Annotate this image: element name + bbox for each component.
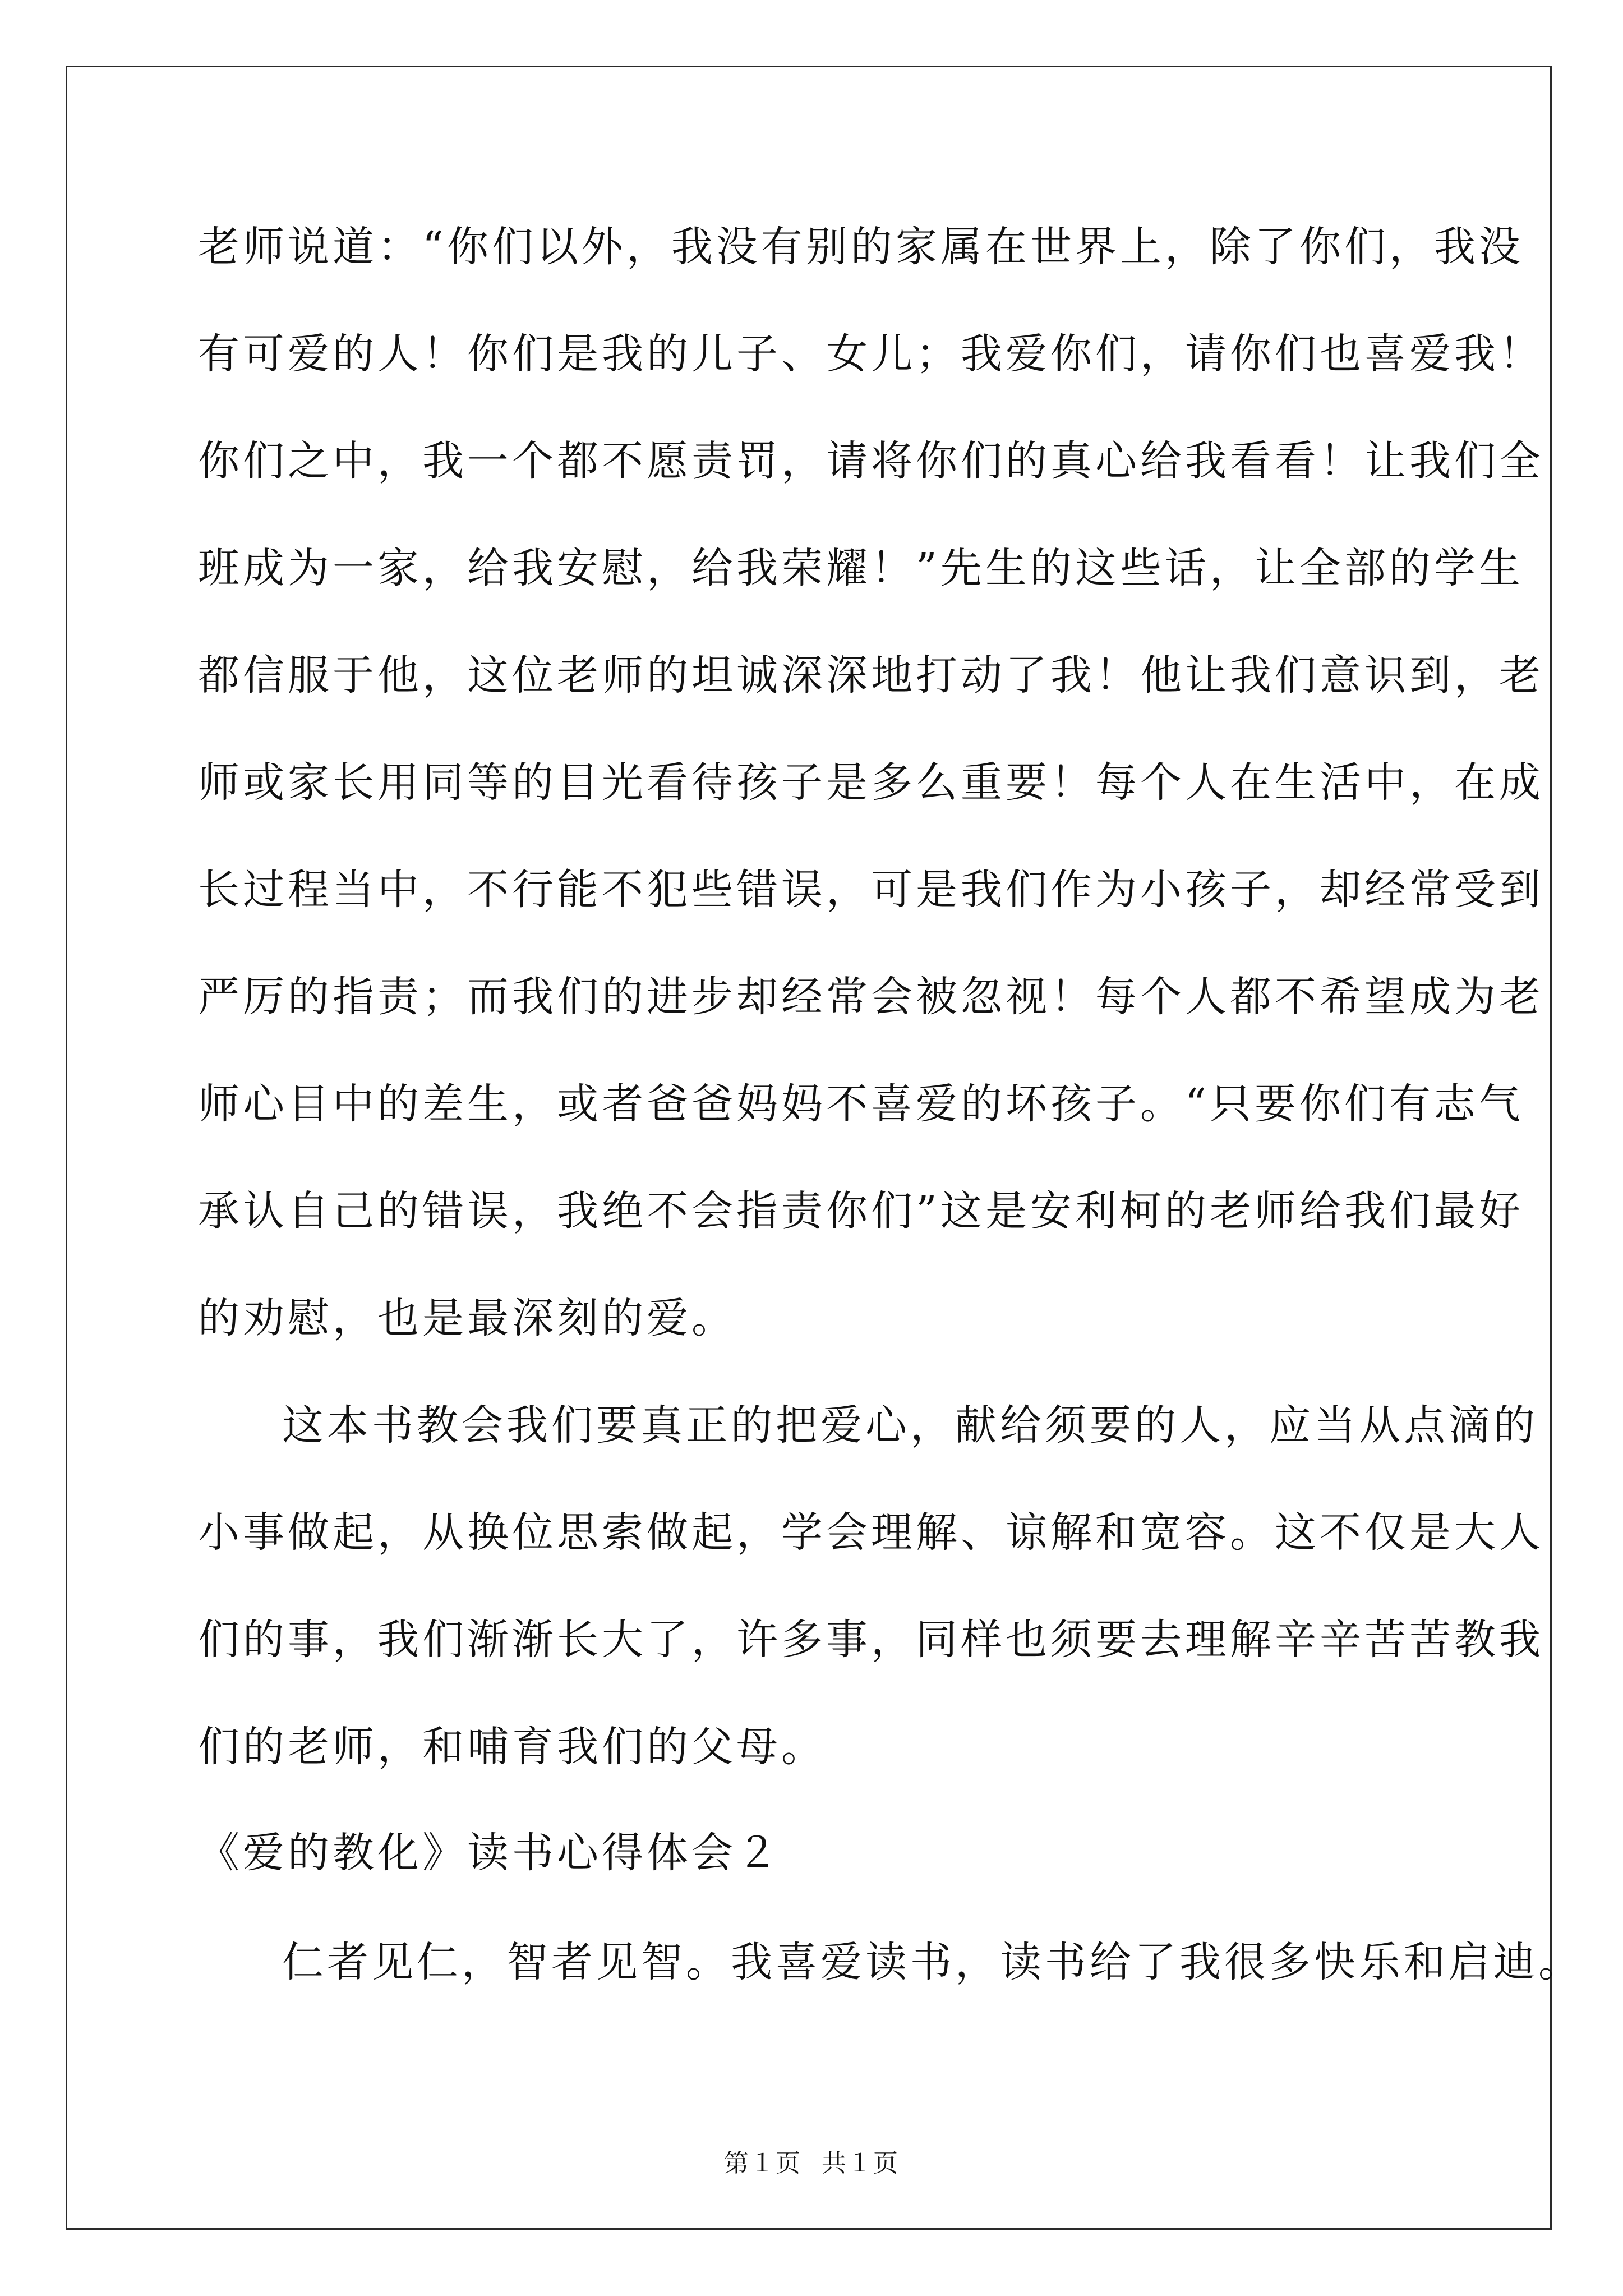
page-border (66, 66, 1552, 2230)
text-line: 们的事，我们渐渐长大了，许多事，同样也须要去理解辛辛苦苦教我 (198, 1616, 1544, 1664)
text-line: 们的老师，和哺育我们的父母。 (198, 1723, 826, 1771)
text-line: 承认自己的错误，我绝不会指责你们”这是安利柯的老师给我们最好 (198, 1187, 1524, 1235)
text-line: 师或家长用同等的目光看待孩子是多么重要！每个人在生活中，在成 (198, 758, 1544, 807)
text-line: 老师说道：“你们以外，我没有别的家属在世界上，除了你们，我没 (198, 223, 1524, 271)
text-line: 你们之中，我一个都不愿责罚，请将你们的真心给我看看！让我们全 (198, 437, 1544, 485)
section-heading: 《爱的教化》读书心得体会２ (198, 1829, 781, 1877)
text-line: 长过程当中，不行能不犯些错误，可是我们作为小孩子，却经常受到 (198, 866, 1544, 914)
page-number: 第１页 (724, 2149, 801, 2178)
text-line: 都信服于他，这位老师的坦诚深深地打动了我！他让我们意识到，老 (198, 651, 1544, 700)
page-footer (0, 2143, 1623, 2179)
text-line: 师心目中的差生，或者爸爸妈妈不喜爱的坏孩子。“只要你们有志气 (198, 1080, 1524, 1128)
text-line: 的劝慰，也是最深刻的爱。 (198, 1294, 736, 1342)
paragraph-start-line: 这本书教会我们要真正的把爱心，献给须要的人，应当从点滴的 (282, 1401, 1538, 1450)
text-line: 班成为一家，给我安慰，给我荣耀！”先生的这些话，让全部的学生 (198, 544, 1524, 592)
text-line: 小事做起，从换位思索做起，学会理解、谅解和宽容。这不仅是大人 (198, 1508, 1544, 1557)
paragraph-start-line: 仁者见仁，智者见智。我喜爱读书，读书给了我很多快乐和启迪。 (282, 1938, 1583, 1986)
total-pages: 共１页 (822, 2149, 899, 2178)
text-line: 有可爱的人！你们是我的儿子、女儿；我爱你们，请你们也喜爱我！ (198, 330, 1544, 378)
text-line: 严厉的指责；而我们的进步却经常会被忽视！每个人都不希望成为老 (198, 973, 1544, 1021)
